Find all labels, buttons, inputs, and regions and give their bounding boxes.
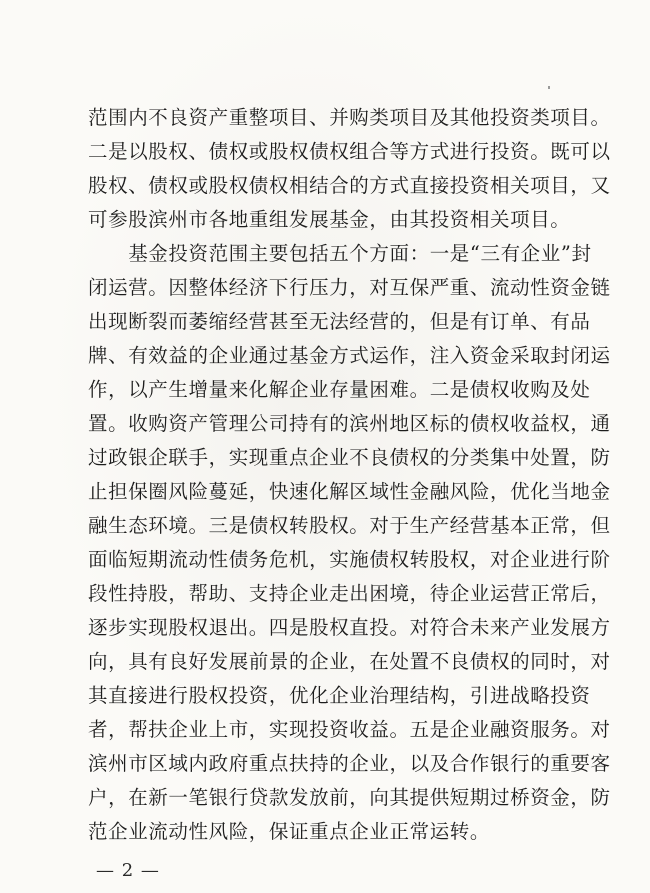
body-line: 范围内不良资产重整项目、并购类项目及其他投资类项目。 <box>88 106 611 129</box>
body-line: 作，以产生增量来化解企业存量困难。二是债权收购及处 <box>88 378 591 401</box>
body-line: 可参股滨州市各地重组发展基金，由其投资相关项目。 <box>88 208 571 231</box>
body-line: 范企业流动性风险，保证重点企业正常运转。 <box>88 820 491 843</box>
body-line: 闭运营。因整体经济下行压力，对互保严重、流动性资金链 <box>88 276 611 299</box>
page-number: — 2 — <box>96 860 160 881</box>
body-line: 向，具有良好发展前景的企业，在处置不良债权的同时，对 <box>88 650 611 673</box>
paragraph-start-line: 基金投资范围主要包括五个方面：一是“三有企业”封 <box>88 242 592 265</box>
body-line: 牌、有效益的企业通过基金方式运作，注入资金采取封闭运 <box>88 344 611 367</box>
body-line: 者，帮扶企业上市，实现投资收益。五是企业融资服务。对 <box>88 718 611 741</box>
body-line: 户，在新一笔银行贷款发放前，向其提供短期过桥资金，防 <box>88 786 611 809</box>
body-line: 二是以股权、债权或股权债权组合等方式进行投资。既可以 <box>88 140 611 163</box>
body-line: 股权、债权或股权债权相结合的方式直接投资相关项目，又 <box>88 174 611 197</box>
body-line: 滨州市区域内政府重点扶持的企业，以及合作银行的重要客 <box>88 752 611 775</box>
body-line: 面临短期流动性债务危机，实施债权转股权，对企业进行阶 <box>88 548 611 571</box>
body-line: 止担保圈风险蔓延，快速化解区域性金融风险，优化当地金 <box>88 480 611 503</box>
body-line: 融生态环境。三是债权转股权。对于生产经营基本正常，但 <box>88 514 611 537</box>
body-line: 置。收购资产管理公司持有的滨州地区标的债权收益权，通 <box>88 412 611 435</box>
body-line: 过政银企联手，实现重点企业不良债权的分类集中处置，防 <box>88 446 611 469</box>
body-line: 出现断裂而萎缩经营甚至无法经营的，但是有订单、有品 <box>88 310 591 333</box>
body-line: 逐步实现股权退出。四是股权直投。对符合未来产业发展方 <box>88 616 611 639</box>
scan-speck <box>548 86 550 89</box>
body-line: 段性持股，帮助、支持企业走出困境，待企业运营正常后， <box>88 582 611 605</box>
body-line: 其直接进行股权投资，优化企业治理结构，引进战略投资 <box>88 684 591 707</box>
